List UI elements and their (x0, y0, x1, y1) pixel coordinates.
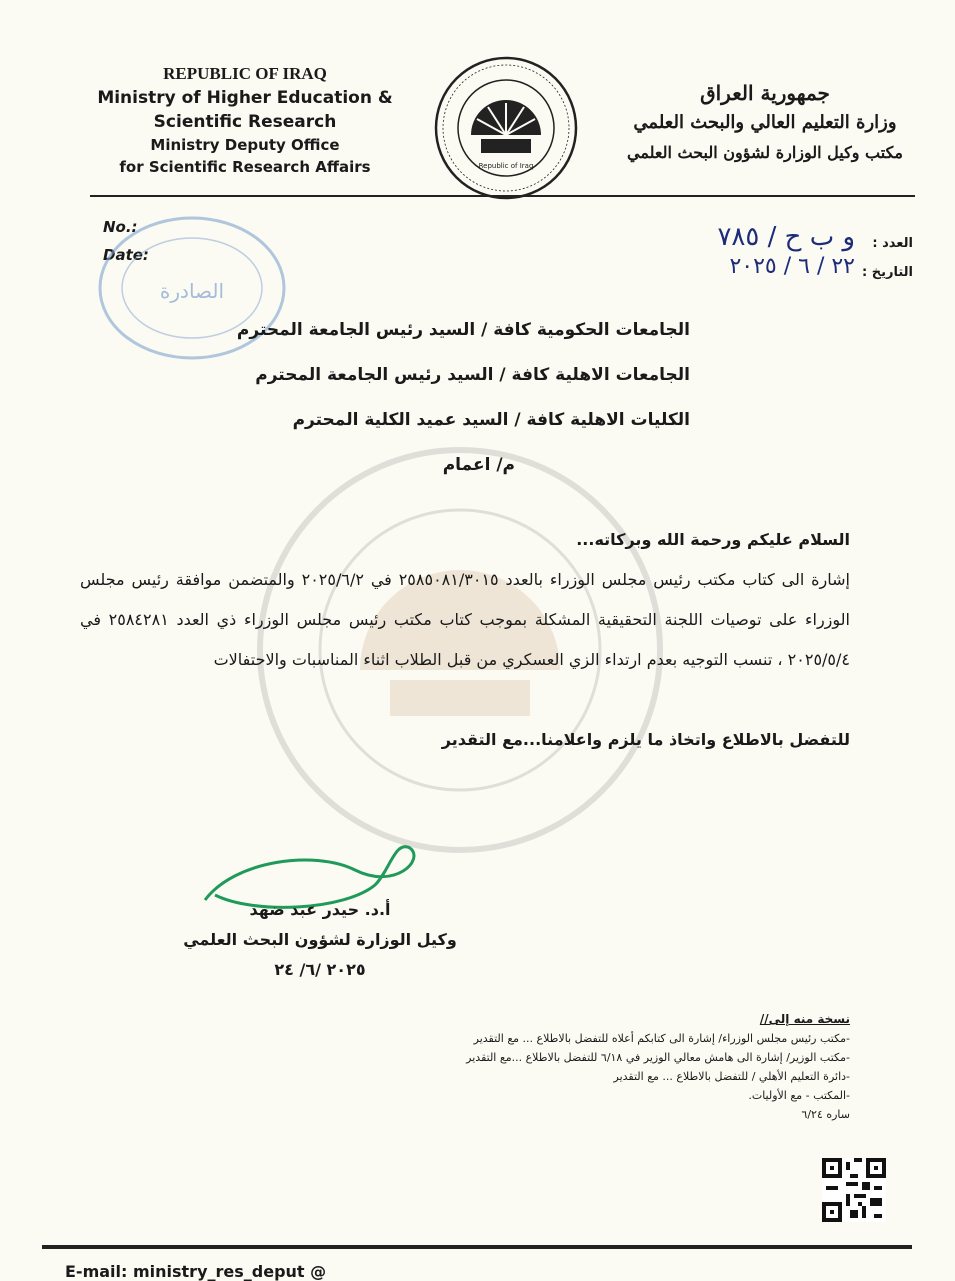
seal-caption: Republic of Iraq (478, 162, 534, 170)
copy-item: -دائرة التعليم الأهلي / للتفضل بالاطلاع ... مع التقدير (613, 1070, 850, 1083)
copies-list (290, 1010, 850, 1124)
header-divider (90, 195, 915, 197)
en-ministry-line-2: Scientific Research (153, 112, 337, 132)
outgoing-stamp (92, 208, 292, 368)
en-ministry-line-1: Ministry of Higher Education & (97, 88, 393, 108)
ar-no-label: العدد : (872, 236, 913, 251)
greeting: السلام عليكم ورحمة الله وبركاته... (576, 530, 850, 549)
stamp-label: الصادرة (159, 279, 225, 303)
handwritten-ref-date: ٢٢ / ٦ / ٢٠٢٥ (729, 254, 855, 279)
signature-date: ٢٠٢٥ /٦/ ٢٤ (274, 960, 366, 979)
subject-line: م/ اعمام (442, 455, 515, 475)
en-country: REPUBLIC OF IRAQ (163, 64, 327, 83)
ar-office: مكتب وكيل الوزارة لشؤون البحث العلمي (627, 143, 903, 162)
signature-block (180, 895, 460, 985)
copies-title: نسخة منه إلى// (759, 1012, 850, 1026)
letter-body: إشارة الى كتاب مكتب رئيس مجلس الوزراء بالعدد ٢٥٨٥٠٨١/٣٠١٥ في ٢٠٢٥/٦/٢ والمتضمن موافقة رئيس مجلس الوزراء على توصيات اللجنة التحقيقية المشكلة بموجب كتاب مكتب رئيس مجلس الوزراء ذي العدد ٢٥٨٤٢٨١ في ٢٠٢٥/٥/٤ ، تنسب التوجيه بعدم ارتداء الزي العسكري من قبل الطلاب اثناء المناسبات والاحتفالات (80, 570, 851, 669)
english-letterhead (70, 62, 420, 178)
addressee-line-1: الجامعات الحكومية كافة / السيد رئيس الجامعة المحترم (236, 320, 690, 340)
arabic-letterhead (615, 78, 915, 168)
ministry-seal-logo (433, 55, 579, 201)
addressee-line-3: الكليات الاهلية كافة / السيد عميد الكلية المحترم (292, 410, 690, 430)
signatory-title: وكيل الوزارة لشؤون البحث العلمي (183, 930, 457, 949)
date-label: Date: (103, 246, 149, 264)
copy-item: -مكتب الوزير/ إشارة الى هامش معالي الوزير في ٦/١٨ للتفضل بالاطلاع ...مع التقدير (466, 1051, 850, 1064)
copy-item: -مكتب رئيس مجلس الوزراء/ إشارة الى كتابكم أعلاه للتفضل بالاطلاع ... مع التقدير (473, 1032, 850, 1045)
footer-email: E-mail: ministry_res_deput @ (65, 1262, 327, 1281)
en-office-line-1: Ministry Deputy Office (150, 136, 340, 154)
closing-line: للتفضل بالاطلاع واتخاذ ما يلزم واعلامنا...مع التقدير (441, 730, 850, 749)
signatory-name: أ.د. حيدر عبد ضهد (249, 900, 391, 919)
ar-date-label: التاريخ : (862, 265, 913, 280)
footer-divider (42, 1245, 912, 1249)
qr-code (822, 1158, 886, 1222)
copy-item: -المكتب - مع الأوليات. (748, 1089, 850, 1102)
ar-country: جمهورية العراق (700, 81, 830, 105)
copy-item: ساره ٦/٢٤ (801, 1108, 850, 1121)
no-label: No.: (103, 218, 138, 236)
en-office-line-2: for Scientific Research Affairs (119, 158, 371, 176)
handwritten-ref-number: و ب ح / ٧٨٥ (717, 222, 855, 252)
ar-ministry: وزارة التعليم العالي والبحث العلمي (633, 112, 897, 133)
addressee-line-2: الجامعات الاهلية كافة / السيد رئيس الجامعة المحترم (255, 365, 690, 385)
